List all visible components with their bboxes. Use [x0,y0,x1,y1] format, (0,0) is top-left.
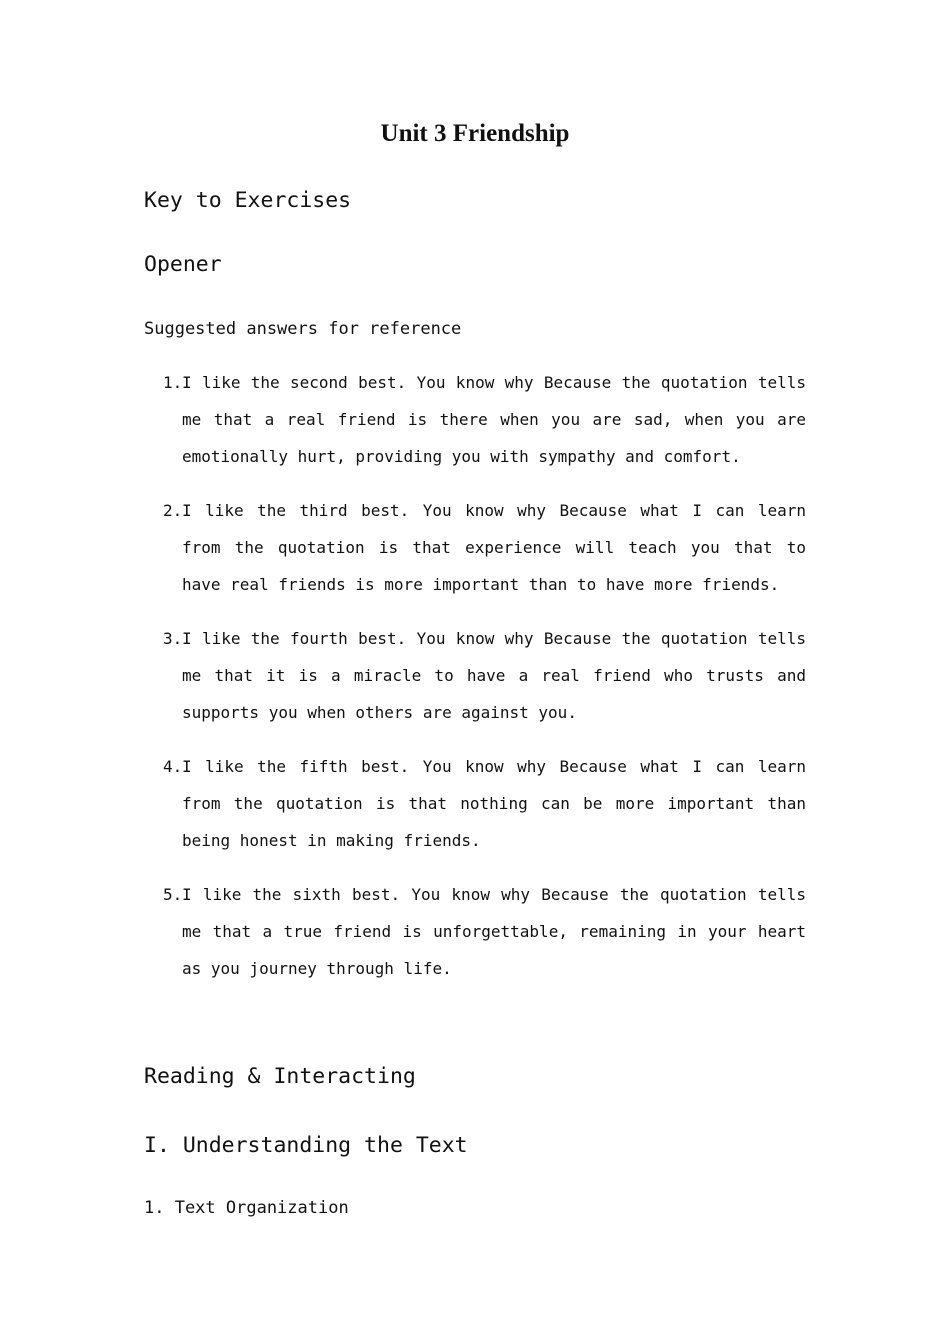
page-title: Unit 3 Friendship [380,120,570,147]
answer-text: I like the second best. You know why Because the quotation tells me that a real friend is there when you are sad, when you are emotionally hurt, providing you with sympathy and comfort. [182,373,806,466]
answer-item-3 [163,620,806,731]
section-heading-opener: Opener [144,252,222,277]
answer-text: I like the fourth best. You know why Because the quotation tells me that it is a miracle to have a real friend who trusts and supports you when others are against you. [182,629,806,722]
answer-number: 5. [163,885,183,904]
answer-number: 2. [163,501,183,520]
answer-item-1 [163,364,806,475]
suggested-answers-label: Suggested answers for reference [144,319,462,339]
answer-text: I like the fifth best. You know why Because what I can learn from the quotation is that nothing can be more important than being honest in making friends. [182,757,806,850]
answer-number: 4. [163,757,183,776]
section-heading-reading: Reading & Interacting [144,1064,416,1089]
answer-item-2 [163,492,806,603]
section-heading-understanding: I. Understanding the Text [144,1133,468,1158]
subsection-heading-text-organization: 1. Text Organization [144,1198,349,1218]
answer-item-4 [163,748,806,859]
answer-text: I like the sixth best. You know why Because the quotation tells me that a true friend is unforgettable, remaining in your heart as you journey through life. [182,885,806,978]
section-heading-key: Key to Exercises [144,188,352,213]
answer-text: I like the third best. You know why Because what I can learn from the quotation is that experience will teach you that to have real friends is more important than to have more friends. [182,501,806,594]
answer-item-5 [163,876,806,987]
answer-number: 1. [163,373,183,392]
answer-number: 3. [163,629,183,648]
